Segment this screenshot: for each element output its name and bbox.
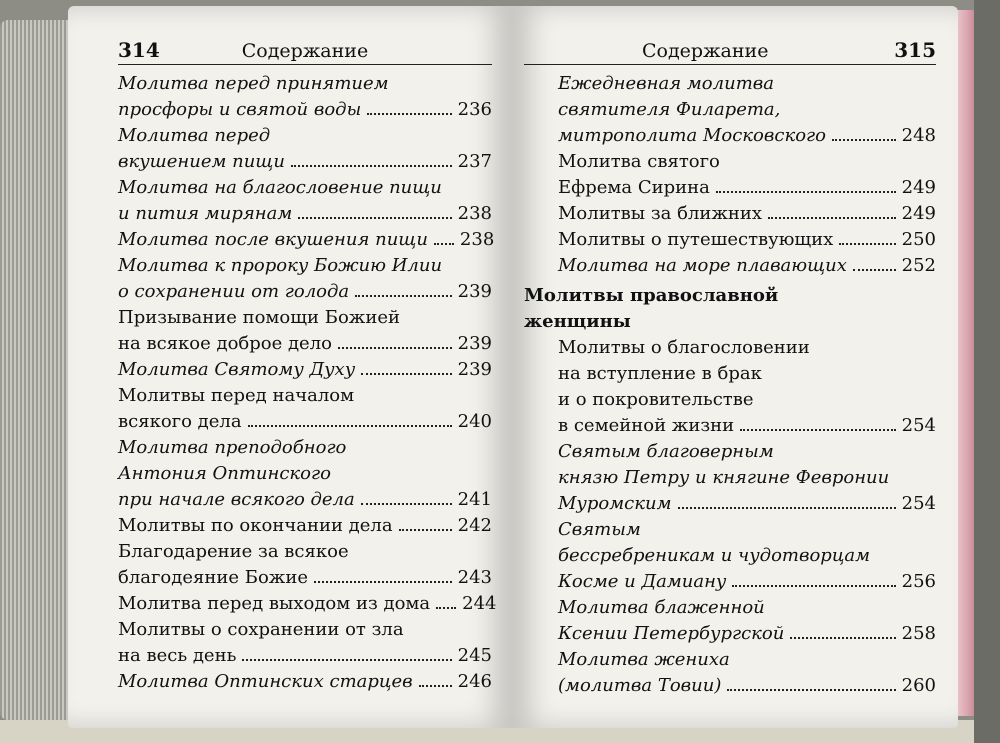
toc-page-number: 238 xyxy=(457,203,492,224)
running-title: Содержание xyxy=(241,40,369,62)
dot-leader xyxy=(839,243,895,245)
dot-leader xyxy=(248,425,452,427)
toc-entry-title-line: Ксении Петербургской xyxy=(558,623,785,644)
pink-bookmark-edge xyxy=(956,10,974,716)
toc-entry-title-line: Молитвы о благословении xyxy=(558,337,810,358)
toc-entry-title-line: Антония Оптинского xyxy=(118,463,331,484)
toc-entry xyxy=(118,305,492,357)
left-page xyxy=(68,6,512,728)
dot-leader xyxy=(727,689,895,691)
page-number: 314 xyxy=(118,38,160,62)
dot-leader xyxy=(298,217,451,219)
toc-entry-title-line: Святым благоверным xyxy=(558,441,774,462)
toc-entry xyxy=(118,253,492,305)
toc-entry-title-line: на весь день xyxy=(118,645,237,666)
dot-leader xyxy=(242,659,451,661)
toc-page-number: 245 xyxy=(457,645,492,666)
toc-entry-title-line: вкушением пищи xyxy=(118,151,285,172)
toc-entry-title-line: Ефрема Сирина xyxy=(558,177,710,198)
toc-entry-title-line: Молитва преподобного xyxy=(118,437,347,458)
toc-entry-title-line: Косме и Дамиану xyxy=(558,571,727,592)
toc-entry-title-line: Молитва блаженной xyxy=(558,597,765,618)
toc-entry-title-line: святителя Филарета, xyxy=(558,99,781,120)
toc-entry xyxy=(524,647,936,699)
dot-leader xyxy=(740,429,895,431)
toc-entry-title-line: Молитва к пророку Божию Илии xyxy=(118,255,443,276)
toc-page-number: 242 xyxy=(457,515,492,536)
toc-entry xyxy=(118,123,492,175)
toc-entry xyxy=(118,591,497,617)
toc-entry xyxy=(118,383,492,435)
toc-page-number: 240 xyxy=(457,411,492,432)
toc-entry-title-line: Молитва Оптинских старцев xyxy=(118,671,413,692)
dot-leader xyxy=(367,113,451,115)
dot-leader xyxy=(832,139,896,141)
toc-entry-title-line: Благодарение за всякое xyxy=(118,541,349,562)
toc-page-number: 249 xyxy=(901,177,936,198)
toc-entry-title-line: Святым xyxy=(558,519,641,540)
dot-leader xyxy=(436,607,456,609)
toc-entry-title-line: (молитва Товии) xyxy=(558,675,722,696)
toc-entry xyxy=(524,253,936,279)
dot-leader xyxy=(338,347,452,349)
toc-entry xyxy=(118,539,492,591)
toc-entry-title-line: о сохранении от голода xyxy=(118,281,350,302)
dot-leader xyxy=(732,585,895,587)
toc-entry-title-line: и о покровительстве xyxy=(558,389,754,410)
right-page-header xyxy=(524,28,936,65)
toc-page-number: 248 xyxy=(901,125,936,146)
toc-entry-title-line: Молитвы за ближних xyxy=(558,203,763,224)
toc-entry xyxy=(524,517,936,595)
toc-entry-title-line: Молитвы перед началом xyxy=(118,385,355,406)
toc-entry xyxy=(524,335,936,439)
toc-page-number: 239 xyxy=(457,333,492,354)
toc-entry xyxy=(118,435,492,513)
running-title: Содержание xyxy=(642,40,769,62)
dot-leader xyxy=(361,503,452,505)
section-heading xyxy=(524,283,936,335)
toc-page-number: 241 xyxy=(457,489,492,510)
toc-page-number: 254 xyxy=(901,415,936,436)
left-page-header xyxy=(118,28,492,65)
toc-entry xyxy=(524,439,936,517)
toc-page-number: 237 xyxy=(457,151,492,172)
toc-entry-title-line: просфоры и святой воды xyxy=(118,99,362,120)
toc-entry-title-line: Молитва Святому Духу xyxy=(118,359,356,380)
toc-entry-title-line: Молитва перед принятием xyxy=(118,73,389,94)
toc-entry-title-line: Молитвы о сохранении от зла xyxy=(118,619,404,640)
toc-entry xyxy=(118,71,492,123)
toc-entry-title-line: Молитвы о путешествующих xyxy=(558,229,834,250)
book-cover xyxy=(974,0,1000,743)
section-heading-line: Молитвы православной xyxy=(524,285,779,306)
dot-leader xyxy=(399,529,452,531)
toc-entry-title-line: всякого дела xyxy=(118,411,242,432)
toc-page-number: 236 xyxy=(457,99,492,120)
toc-page-number: 258 xyxy=(901,623,936,644)
toc-entry-title-line: благодеяние Божие xyxy=(118,567,309,588)
table-of-contents xyxy=(524,71,936,699)
dot-leader xyxy=(678,507,896,509)
toc-page-number: 239 xyxy=(457,281,492,302)
toc-entry-title-line: на вступление в брак xyxy=(558,363,762,384)
toc-entry xyxy=(118,617,492,669)
toc-entry-title-line: Молитва святого xyxy=(558,151,720,172)
toc-entry xyxy=(118,175,492,227)
toc-page-number: 243 xyxy=(457,567,492,588)
right-page xyxy=(512,6,958,728)
toc-page-number: 249 xyxy=(901,203,936,224)
toc-entry-title-line: Молитва на благословение пищи xyxy=(118,177,442,198)
toc-entry xyxy=(524,595,936,647)
toc-entry-title-line: Молитва перед xyxy=(118,125,271,146)
section-heading-line: женщины xyxy=(524,311,631,332)
toc-entry-title-line: Молитва на море плавающих xyxy=(558,255,847,276)
toc-entry xyxy=(524,201,936,227)
toc-entry-title-line: при начале всякого дела xyxy=(118,489,355,510)
toc-page-number: 238 xyxy=(459,229,495,250)
page-number: 315 xyxy=(894,38,936,62)
toc-page-number: 256 xyxy=(901,571,936,592)
dot-leader xyxy=(790,637,895,639)
toc-entry xyxy=(524,149,936,201)
toc-page-number: 254 xyxy=(901,493,936,514)
toc-entry-title-line: Призывание помощи Божией xyxy=(118,307,400,328)
toc-entry xyxy=(118,357,492,383)
table-of-contents xyxy=(118,71,497,695)
toc-entry-title-line: Муромским xyxy=(558,493,672,514)
dot-leader xyxy=(434,243,454,245)
dot-leader xyxy=(716,191,896,193)
dot-leader xyxy=(314,581,452,583)
toc-page-number: 252 xyxy=(901,255,936,276)
toc-entry xyxy=(524,71,936,149)
toc-entry-title-line: бессребреникам и чудотворцам xyxy=(558,545,871,566)
toc-entry-title-line: князю Петру и княгине Февронии xyxy=(558,467,890,488)
toc-page-number: 250 xyxy=(901,229,936,250)
toc-entry-title-line: и пития мирянам xyxy=(118,203,293,224)
toc-entry xyxy=(524,227,936,253)
toc-entry-title-line: Молитва жениха xyxy=(558,649,730,670)
dot-leader xyxy=(768,217,896,219)
toc-entry-title-line: Молитва после вкушения пищи xyxy=(118,229,428,250)
toc-entry-title-line: Ежедневная молитва xyxy=(558,73,774,94)
dot-leader xyxy=(291,165,452,167)
dot-leader xyxy=(361,373,451,375)
toc-page-number: 246 xyxy=(457,671,492,692)
toc-entry-title-line: на всякое доброе дело xyxy=(118,333,332,354)
toc-entry xyxy=(118,669,492,695)
page-stack-edge xyxy=(0,20,70,720)
toc-entry xyxy=(118,513,492,539)
dot-leader xyxy=(853,269,896,271)
toc-entry-title-line: Молитвы по окончании дела xyxy=(118,515,393,536)
dot-leader xyxy=(419,685,452,687)
toc-page-number: 239 xyxy=(457,359,492,380)
dot-leader xyxy=(355,295,451,297)
toc-entry-title-line: митрополита Московского xyxy=(558,125,826,146)
toc-page-number: 260 xyxy=(901,675,936,696)
toc-entry xyxy=(118,227,495,253)
toc-page-number: 244 xyxy=(462,593,497,614)
toc-entry-title-line: в семейной жизни xyxy=(558,415,735,436)
toc-entry-title-line: Молитва перед выходом из дома xyxy=(118,593,431,614)
